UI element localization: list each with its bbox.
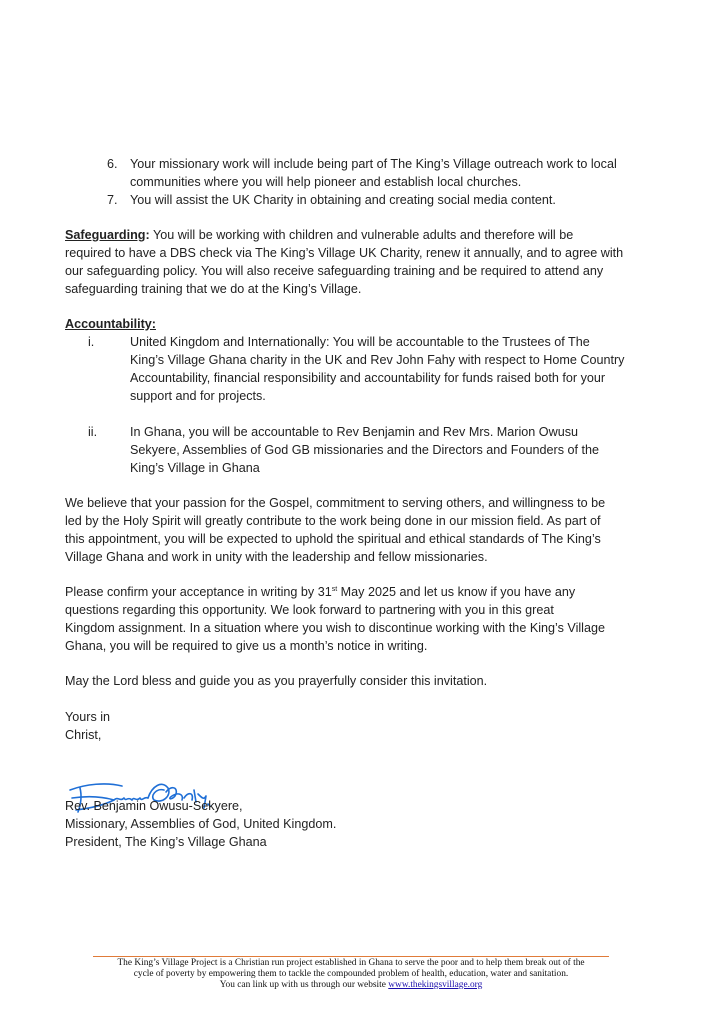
accountability-text: support and for projects. [130, 389, 266, 403]
website-link[interactable]: www.thekingsvillage.org [388, 980, 483, 990]
accountability-heading: Accountability: [65, 317, 156, 331]
accountability-text: In Ghana, you will be accountable to Rev Benjamin and Rev Mrs. Marion Owusu [130, 425, 579, 439]
safeguarding-text: required to have a DBS check via The King’s Village UK Charity, renew it annually, and to agree with [65, 246, 624, 260]
signatory-title: President, The King’s Village Ghana [65, 835, 267, 849]
confirm-text: Please confirm your acceptance in writing by 31 [65, 585, 332, 599]
list-item-text: communities where you will help pioneer and establish local churches. [130, 175, 522, 189]
accountability-text: King’s Village in Ghana [130, 461, 260, 475]
accountability-text: King’s Village Ghana charity in the UK and Rev John Fahy with respect to Home Country [130, 353, 625, 367]
paragraph-line: questions regarding this opportunity. We look forward to partnering with you in this great [65, 603, 554, 617]
signatory-name: Rev. Benjamin Owusu-Sekyere, [65, 799, 243, 813]
list-item-text: Your missionary work will include being part of The King’s Village outreach work to local [130, 157, 617, 171]
closing-line: Christ, [65, 728, 102, 742]
confirm-text: May 2025 and let us know if you have any [337, 585, 576, 599]
signatory-title: Missionary, Assemblies of God, United Kingdom. [65, 817, 337, 831]
safeguarding-line [65, 227, 573, 244]
paragraph-line: Ghana, you will be required to give us a month’s notice in writing. [65, 639, 428, 653]
footer-text: You can link up with us through our website [219, 980, 389, 990]
list-number: 7. [107, 193, 118, 207]
list-number: 6. [107, 157, 118, 171]
list-item-text: You will assist the UK Charity in obtaining and creating social media content. [130, 193, 556, 207]
accountability-text: Accountability, financial responsibility and accountability for funds raised both for your [130, 371, 606, 385]
safeguarding-text: our safeguarding policy. You will also receive safeguarding training and be required to attend any [65, 264, 604, 278]
blessing-line: May the Lord bless and guide you as you prayerfully consider this invitation. [65, 674, 488, 688]
footer-line [93, 980, 609, 991]
paragraph-line: led by the Holy Spirit will greatly contribute to the work being done in our mission field. As part of [65, 514, 601, 528]
safeguarding-text: safeguarding training that we do at the King’s Village. [65, 282, 362, 296]
roman-numeral: ii. [88, 425, 98, 439]
heading-colon: : [145, 228, 150, 242]
footer-line: cycle of poverty by empowering them to tackle the compounded problem of health, education, water and sanitation. [133, 969, 569, 979]
page-footer [93, 958, 609, 991]
paragraph-line [65, 584, 575, 601]
date-superscript: st [331, 585, 338, 593]
roman-numeral: i. [88, 335, 95, 349]
paragraph-line: Village Ghana and work in unity with the leadership and fellow missionaries. [65, 550, 488, 564]
closing-line: Yours in [65, 710, 111, 724]
paragraph-line: Kingdom assignment. In a situation where you wish to discontinue working with the King’s Village [65, 621, 605, 635]
accountability-text: Sekyere, Assemblies of God GB missionaries and the Directors and Founders of the [130, 443, 599, 457]
paragraph-line: this appointment, you will be expected to uphold the spiritual and ethical standards of The King’s [65, 532, 601, 546]
paragraph-line: We believe that your passion for the Gospel, commitment to serving others, and willingness to be [65, 496, 606, 510]
safeguarding-heading: Safeguarding [65, 228, 146, 242]
footer-line: The King’s Village Project is a Christian run project established in Ghana to serve the poor and to help them break out of the [117, 958, 585, 968]
footer-divider [93, 956, 609, 957]
accountability-text: United Kingdom and Internationally: You will be accountable to the Trustees of The [130, 335, 590, 349]
safeguarding-text: You will be working with children and vulnerable adults and therefore will be [149, 228, 574, 242]
